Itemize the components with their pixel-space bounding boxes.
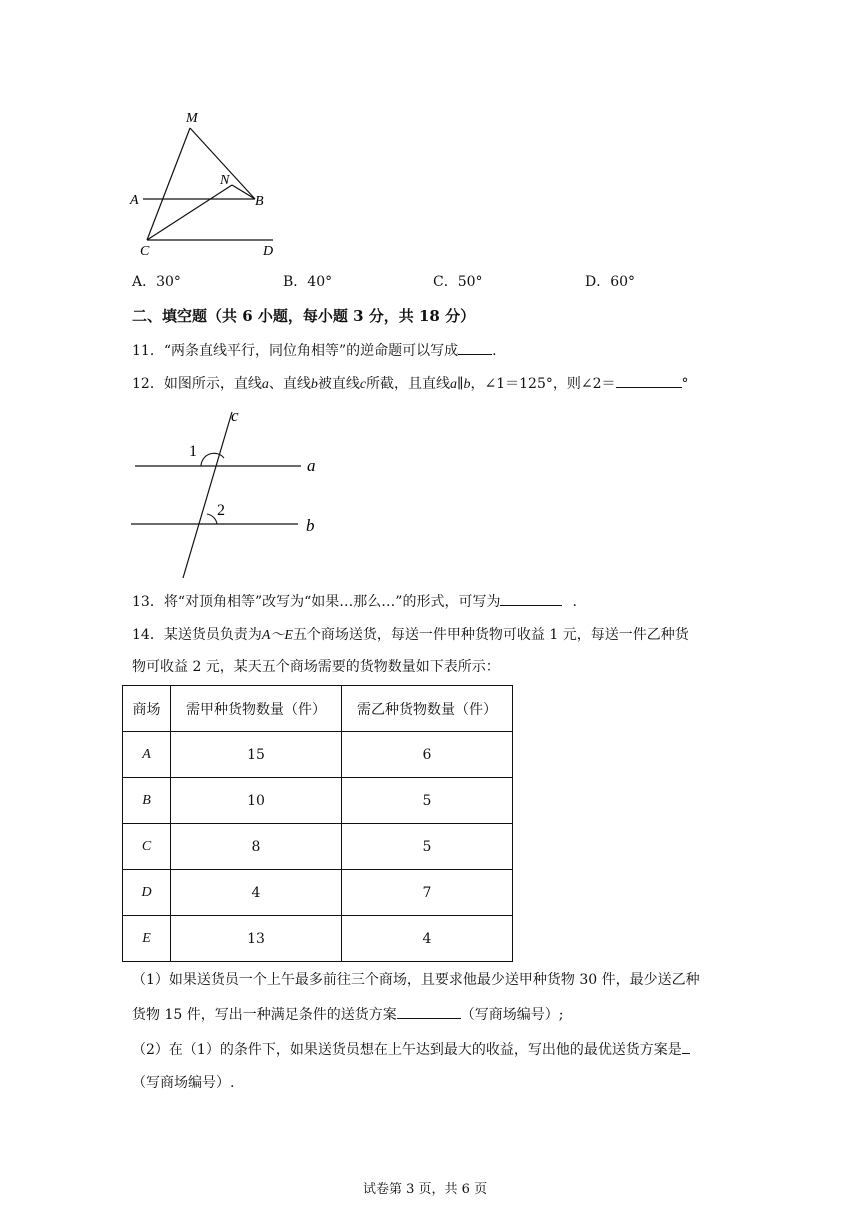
q12-angle2: ∠2＝ bbox=[580, 376, 616, 392]
label-m: M bbox=[186, 111, 198, 126]
store-cell: A bbox=[123, 732, 171, 778]
q14-store-range: A～E bbox=[261, 628, 293, 643]
jia-cell: 8 bbox=[171, 824, 342, 870]
q12-var-a: a bbox=[261, 377, 269, 392]
label-n: N bbox=[220, 173, 230, 188]
store-cell: B bbox=[123, 778, 171, 824]
page-footer: 试卷第 3 页，共 6 页 bbox=[363, 1182, 488, 1197]
q14-line1-a: 14．某送货员负责为 bbox=[132, 627, 262, 643]
q14-sub1-line1: （1）如果送货员一个上午最多前往三个商场，且要求他最少送甲种货物 30 件，最少送乙种 bbox=[132, 972, 700, 988]
option-d: D．60° bbox=[585, 274, 636, 290]
q13-answer-blank[interactable] bbox=[500, 591, 562, 606]
table-row bbox=[123, 732, 513, 778]
label-line-a: a bbox=[307, 456, 316, 475]
table-row bbox=[123, 824, 513, 870]
option-b: B．40° bbox=[283, 274, 333, 290]
question-14-line2: 物可收益 2 元，某天五个商场需要的货物数量如下表所示： bbox=[132, 659, 500, 675]
label-line-c: c bbox=[231, 406, 239, 425]
angle-2-arc bbox=[207, 514, 217, 524]
q14-sub2-line1 bbox=[132, 1039, 690, 1060]
label-line-b: b bbox=[306, 516, 315, 535]
question-11 bbox=[132, 340, 497, 361]
line-c bbox=[183, 412, 232, 578]
section-heading: 二、填空题（共 6 小题，每小题 3 分，共 18 分） bbox=[132, 307, 476, 325]
label-a: A bbox=[130, 193, 139, 208]
yi-cell: 4 bbox=[342, 916, 513, 962]
store-cell: C bbox=[123, 824, 171, 870]
q13-text: 13．将“对顶角相等”改写为“如果…那么…”的形式，可写为 bbox=[132, 594, 501, 610]
yi-cell: 5 bbox=[342, 778, 513, 824]
yi-cell: 7 bbox=[342, 870, 513, 916]
label-c: C bbox=[140, 244, 150, 259]
segment-cn bbox=[147, 185, 232, 240]
table-header-row bbox=[123, 686, 513, 732]
q12-part6: ，则 bbox=[552, 376, 581, 392]
segment-mc bbox=[147, 128, 190, 240]
q14-sub1-line2 bbox=[132, 1004, 563, 1025]
jia-cell: 15 bbox=[171, 732, 342, 778]
option-c: C．50° bbox=[433, 274, 483, 290]
table-row bbox=[123, 870, 513, 916]
q14-sub1-text: 货物 15 件，写出一种满足条件的送货方案 bbox=[132, 1007, 397, 1023]
q14-sub1-answer-blank[interactable] bbox=[397, 1004, 461, 1019]
q12-part3: 被直线 bbox=[317, 376, 360, 392]
label-angle-2: 2 bbox=[217, 502, 225, 519]
label-d: D bbox=[263, 244, 274, 259]
figure-parallel-transversal bbox=[125, 402, 330, 584]
header-jia: 需甲种货物数量（件） bbox=[171, 686, 342, 732]
jia-cell: 10 bbox=[171, 778, 342, 824]
label-angle-1: 1 bbox=[189, 443, 197, 460]
table-row bbox=[123, 778, 513, 824]
table-row bbox=[123, 916, 513, 962]
q14-sub2-line2: （写商场编号）. bbox=[132, 1075, 235, 1091]
q12-tail: ° bbox=[681, 376, 689, 392]
store-cell: E bbox=[123, 916, 171, 962]
question-14-line1 bbox=[132, 625, 689, 646]
goods-table bbox=[122, 685, 513, 962]
q12-parallel: a∥b bbox=[450, 377, 471, 392]
q12-answer-blank[interactable] bbox=[616, 373, 682, 388]
q11-text: 11．“两条直线平行，同位角相等”的逆命题可以写成 bbox=[132, 343, 459, 359]
q12-part5: ， bbox=[470, 376, 485, 392]
yi-cell: 6 bbox=[342, 732, 513, 778]
q11-answer-blank[interactable] bbox=[458, 340, 492, 355]
q14-sub2-text: （2）在（1）的条件下，如果送货员想在上午达到最大的收益，写出他的最优送货方案是 bbox=[132, 1042, 682, 1058]
q13-tail: . bbox=[572, 594, 577, 610]
option-a: A．30° bbox=[132, 274, 181, 290]
q11-tail: . bbox=[492, 343, 497, 359]
header-yi: 需乙种货物数量（件） bbox=[342, 686, 513, 732]
yi-cell: 5 bbox=[342, 824, 513, 870]
q12-var-c: c bbox=[359, 377, 367, 392]
q12-angle1: ∠1＝125° bbox=[484, 376, 553, 392]
question-13 bbox=[132, 591, 577, 612]
figure-mn-parallel bbox=[125, 105, 285, 265]
q14-line1-b: 五个商场送货，每送一件甲种货物可收益 1 元，每送一件乙种货 bbox=[292, 627, 689, 643]
q14-sub1-tail: （写商场编号）; bbox=[460, 1007, 564, 1023]
q12-part4: 所截，且直线 bbox=[366, 376, 451, 392]
store-cell: D bbox=[123, 870, 171, 916]
jia-cell: 13 bbox=[171, 916, 342, 962]
segment-mb bbox=[190, 128, 255, 199]
header-store: 商场 bbox=[123, 686, 171, 732]
q12-part2: 、直线 bbox=[268, 376, 311, 392]
q14-sub2-answer-blank[interactable] bbox=[682, 1039, 690, 1054]
q12-part1: 12．如图所示，直线 bbox=[132, 376, 262, 392]
angle-1-arc bbox=[201, 453, 224, 466]
label-b: B bbox=[255, 194, 264, 209]
q12-var-b: b bbox=[310, 377, 318, 392]
jia-cell: 4 bbox=[171, 870, 342, 916]
question-12 bbox=[132, 373, 689, 395]
